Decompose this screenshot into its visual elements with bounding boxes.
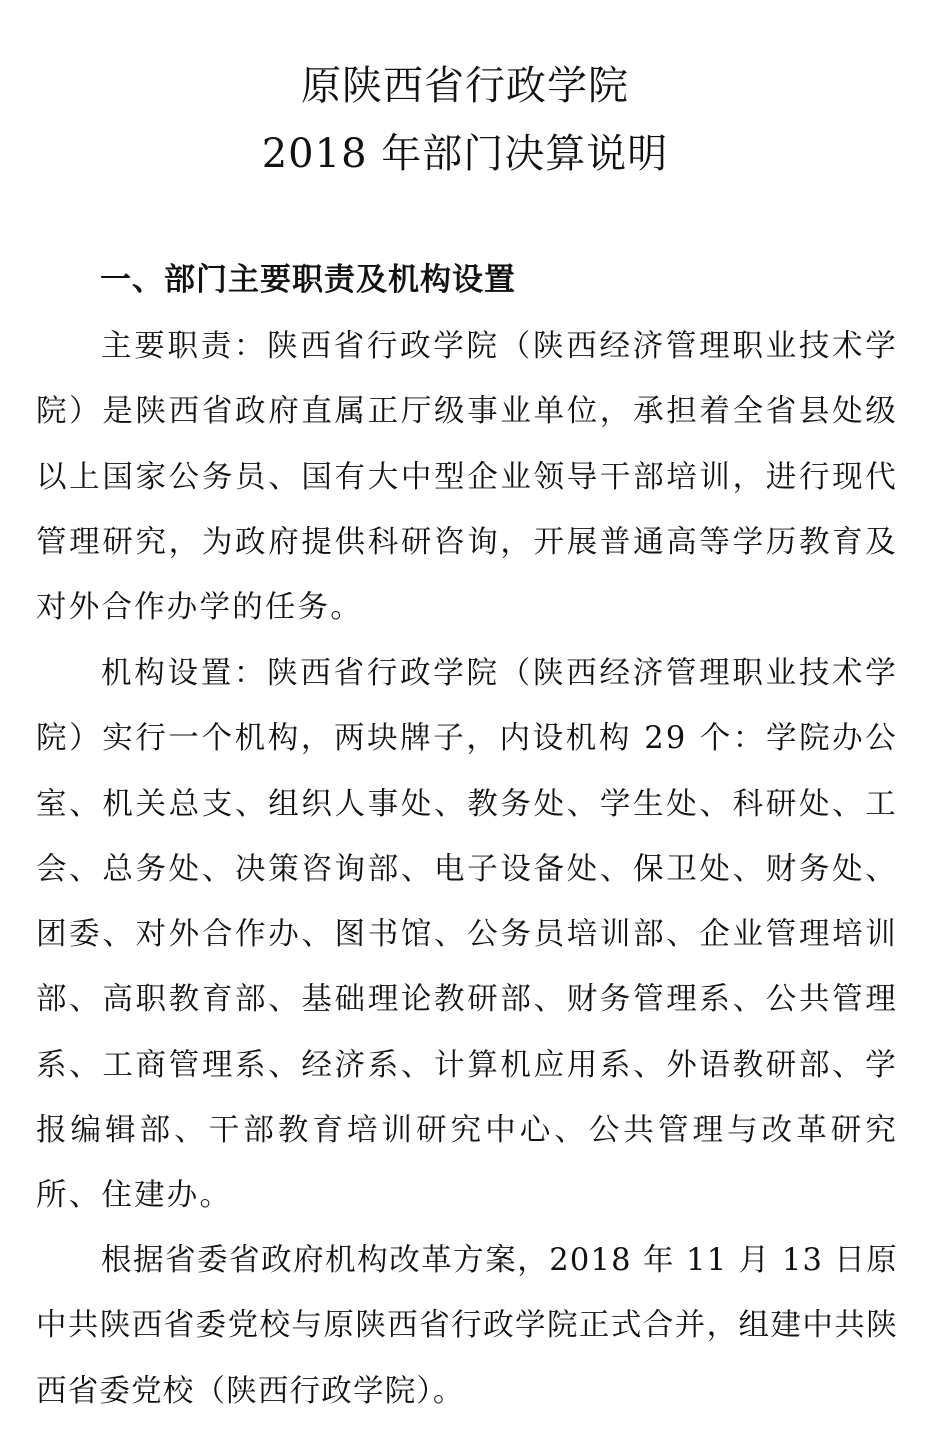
document-title-line2: 2018 年部门决算说明 [261, 131, 669, 177]
document-title-line1: 原陕西省行政学院 [301, 63, 629, 109]
paragraph-organization: 机构设置：陕西省行政学院（陕西经济管理职业技术学院）实行一个机构，两块牌子，内设机构 29 个：学院办公室、机关总支、组织人事处、教务处、学生处、科研处、工会、总务处、决策咨询部、电子设备处、保卫处、财务处、团委、对外合作办、图书馆、公务员培训部、企业管理培训部、高职教育部、基础理论教研部、财务管理系、公共管理系、工商管理系、经济系、计算机应用系、外语教研部、学报编辑部、干部教育培训研究中心、公共管理与改革研究所、住建办。 [36, 656, 898, 1214]
paragraph-main-duties: 主要职责：陕西省行政学院（陕西经济管理职业技术学院）是陕西省政府直属正厅级事业单位，承担着全省县处级以上国家公务员、国有大中型企业领导干部培训，进行现代管理研究，为政府提供科研咨询，开展普通高等学历教育及对外合作办学的任务。 [36, 329, 898, 626]
section-heading: 一、部门主要职责及机构设置 [100, 262, 516, 298]
paragraph-merger: 根据省委省政府机构改革方案，2018 年 11 月 13 日原中共陕西省委党校与原陕西省行政学院正式合并，组建中共陕西省委党校（陕西行政学院）。 [36, 1243, 898, 1409]
